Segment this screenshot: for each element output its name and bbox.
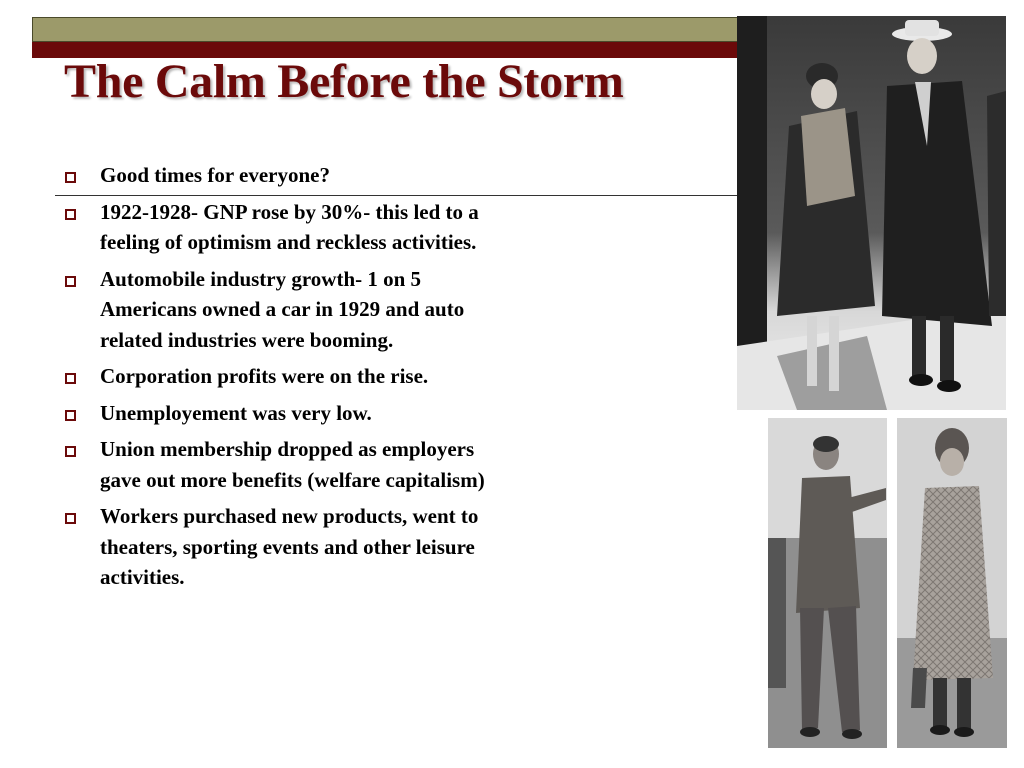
square-bullet-icon (65, 172, 76, 183)
photo-man-golfing (768, 418, 887, 748)
header-band-olive (32, 17, 738, 42)
square-bullet-icon (65, 446, 76, 457)
square-bullet-icon (65, 513, 76, 524)
bullet-text: Union membership dropped as employers gave out more benefits (welfare capitalism) (100, 437, 485, 492)
square-bullet-icon (65, 373, 76, 384)
slide-title: The Calm Before the Storm (64, 55, 624, 108)
bullet-item-6 (62, 434, 502, 495)
bullet-item-4 (62, 361, 502, 392)
bullet-text: Corporation profits were on the rise. (100, 364, 429, 388)
square-bullet-icon (65, 276, 76, 287)
bullet-item-2 (62, 197, 502, 258)
bullet-text: Automobile industry growth- 1 on 5 Americans owned a car in 1929 and auto related industries were booming. (100, 266, 465, 352)
photo-couple-walking (737, 16, 1006, 410)
photo-man-overcoat (897, 418, 1007, 748)
bullet-item-7 (62, 501, 502, 593)
bullet-item-5 (62, 398, 502, 429)
bullet-item-3 (62, 264, 502, 356)
bullet-text: Workers purchased new products, went to theaters, sporting events and other leisure activities. (100, 504, 479, 589)
bullet-text: 1922-1928- GNP rose by 30%- this led to a feeling of optimism and reckless activities. (100, 199, 479, 254)
bullet-text: Good times for everyone? (100, 163, 330, 187)
bullet-list (62, 160, 502, 599)
square-bullet-icon (65, 209, 76, 220)
bullet-text: Unemployement was very low. (100, 400, 372, 425)
bullet-item-1 (62, 160, 502, 191)
square-bullet-icon (65, 410, 76, 421)
